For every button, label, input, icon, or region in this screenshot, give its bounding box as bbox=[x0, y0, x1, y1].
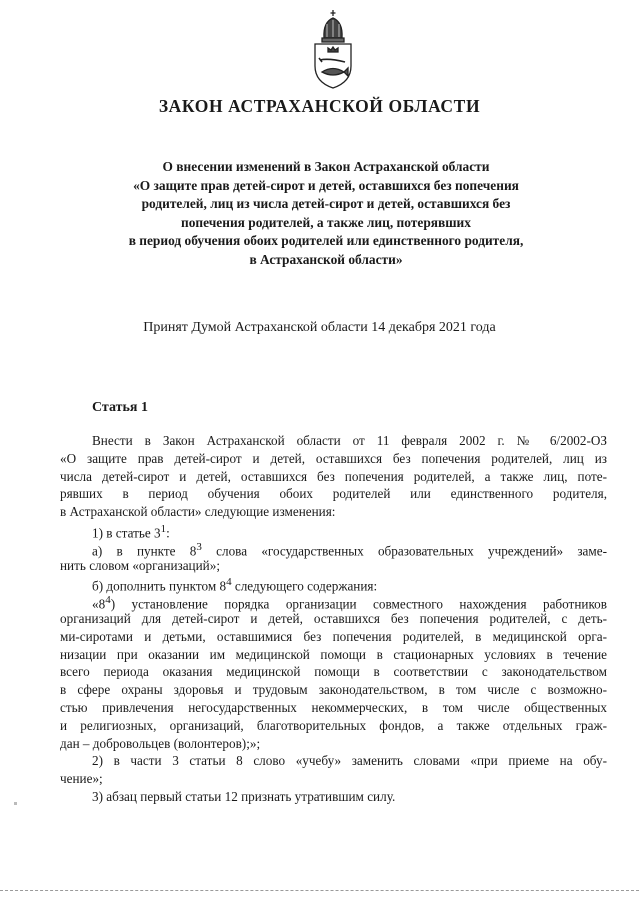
subject-line: попечения родителей, а также лиц, потерявших bbox=[181, 214, 471, 230]
article-heading: Статья 1 bbox=[92, 400, 148, 415]
item-3: 3) абзац первый статьи 12 признать утратившим силу. bbox=[92, 788, 396, 804]
adoption-note: Принят Думой Астраханской области 14 декабря 2021 года bbox=[143, 320, 496, 335]
page-bottom-rule bbox=[0, 890, 639, 891]
article-body bbox=[60, 432, 607, 806]
body-line: рявших в период обучения обоих родителей или единственного родителя, bbox=[60, 486, 607, 502]
subject-line: О внесении изменений в Закон Астраханской области bbox=[162, 159, 490, 174]
quote-line: низации при оказании им медицинской помощи в стационарных условиях в течение bbox=[60, 646, 607, 662]
item-1b: б) дополнить пунктом $8^4$ следующего содержания: bbox=[92, 576, 378, 594]
item-2: 2) в части 3 статьи 8 слово «учебу» заменить словами «при приеме на обу- bbox=[92, 753, 607, 769]
body-line: в Астраханской области» следующие изменения: bbox=[60, 504, 336, 520]
body-line: Внести в Закон Астраханской области от 11 февраля 2002 г. № 6/2002-ОЗ bbox=[92, 433, 607, 448]
quote-line: дан – добровольцев (волонтеров);»; bbox=[60, 735, 261, 751]
subject-line: в период обучения обоих родителей или единственного родителя, bbox=[128, 233, 524, 249]
law-title: ЗАКОН АСТРАХАНСКОЙ ОБЛАСТИ bbox=[158, 96, 481, 116]
subject-line: родителей, лиц из числа детей-сирот и детей, оставшихся без bbox=[141, 196, 511, 212]
body-line: числа детей-сирот и детей, оставшихся без попечения родителей, а также лиц, поте- bbox=[60, 468, 607, 484]
coat-of-arms-icon bbox=[305, 8, 361, 90]
body-line: чение»; bbox=[60, 771, 103, 787]
scan-speck bbox=[14, 802, 17, 805]
quote-line: организаций для детей-сирот и детей, оставшихся без попечения родителей, с деть- bbox=[60, 610, 607, 626]
body-line: нить словом «организаций»; bbox=[60, 557, 220, 573]
quote-line: стью привлечения негосударственных некоммерческих, в том числе общественных bbox=[60, 699, 607, 715]
quote-first-line: «$8^4$) установление порядка организации совместного нахождения работников bbox=[92, 594, 607, 612]
law-subject bbox=[60, 158, 592, 270]
subject-line: в Астраханской области» bbox=[249, 251, 403, 267]
quote-line: и религиозных, организаций, благотворительных фондов, а также отдельных граж- bbox=[60, 717, 607, 733]
subject-line: «О защите прав детей-сирот и детей, оставшихся без попечения bbox=[133, 177, 519, 193]
quote-line: ми-сиротами и детьми, оставшимися без попечения родителей, в медицинской орга- bbox=[60, 628, 607, 644]
body-line: «О защите прав детей-сирот и детей, оставшихся без попечения родителей, лиц из bbox=[60, 450, 607, 466]
item-1: 1) в статье $3^1$: bbox=[92, 522, 170, 541]
quote-line: в сфере охраны здоровья и трудовым законодательством, в том числе с возможно- bbox=[60, 682, 607, 698]
item-1a: а) в пункте $8^3$ слова «государственных образовательных учреждений» заме- bbox=[92, 540, 607, 559]
quote-line: всего периода оказания медицинской помощи в соответствии с законодательством bbox=[60, 664, 607, 680]
